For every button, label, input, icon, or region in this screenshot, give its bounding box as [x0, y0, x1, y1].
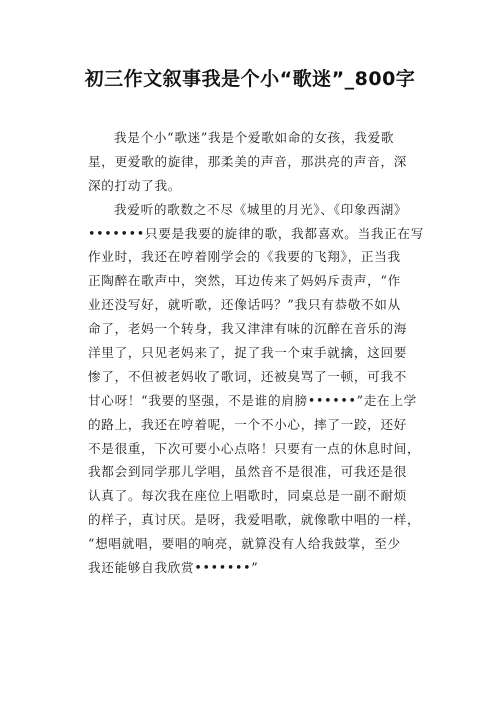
text-line: 业还没写好，就听歌，还像话吗？”我只有恭敬不如从 — [88, 297, 401, 313]
text-line: “想唱就唱，要唱的响亮，就算没有人给我鼓掌，至少 — [88, 536, 401, 552]
text-line: 洋里了，只见老妈来了，捉了我一个束手就擒，这回要 — [88, 345, 408, 361]
text-line: 深的打动了我。 — [88, 177, 182, 193]
text-line: 我爱听的歌数之不尽《城里的月光》、《印象西湖》 — [114, 201, 408, 217]
document-body — [88, 126, 425, 580]
text-line: 的样子，真讨厌。是呀，我爱唱歌，就像歌中唱的一样， — [88, 512, 421, 528]
text-line: 认真了。每次我在座位上唱歌时，同桌总是一副不耐烦 — [88, 488, 408, 504]
text-line: 惨了，不但被老妈收了歌词，还被臭骂了一顿，可我不 — [88, 368, 408, 384]
text-line: 甘心呀！“我要的坚强，不是谁的肩膀••••••”走在上学 — [88, 392, 417, 408]
text-line: 我是个小“歌迷”我是个爱歌如命的女孩，我爱歌 — [114, 130, 395, 145]
text-line: 的路上，我还在哼着呢，一个不小心，摔了一跤，还好 — [88, 416, 408, 432]
text-line: 星，更爱歌的旋律，那柔美的声音，那洪亮的声音，深 — [88, 153, 408, 169]
text-line: 我还能够自我欣赏•••••••” — [88, 560, 259, 576]
text-line: 正陶醉在歌声中，突然，耳边传来了妈妈斥责声，“作 — [88, 273, 401, 289]
text-line: 我都会到同学那儿学唱，虽然音不是很准，可我还是很 — [88, 464, 408, 480]
text-line: 不是很重，下次可要小心点咯！只要有一点的休息时间， — [88, 440, 421, 456]
document-title: 初三作文叙事我是个小“歌迷”_800字 — [84, 68, 416, 90]
text-line: •••••••只要是我要的旋律的歌，我都喜欢。当我正在写 — [88, 225, 425, 241]
text-line: 作业时，我还在哼着刚学会的《我要的飞翔》，正当我 — [88, 249, 401, 265]
text-line: 命了，老妈一个转身，我又津津有味的沉醉在音乐的海 — [88, 321, 408, 337]
